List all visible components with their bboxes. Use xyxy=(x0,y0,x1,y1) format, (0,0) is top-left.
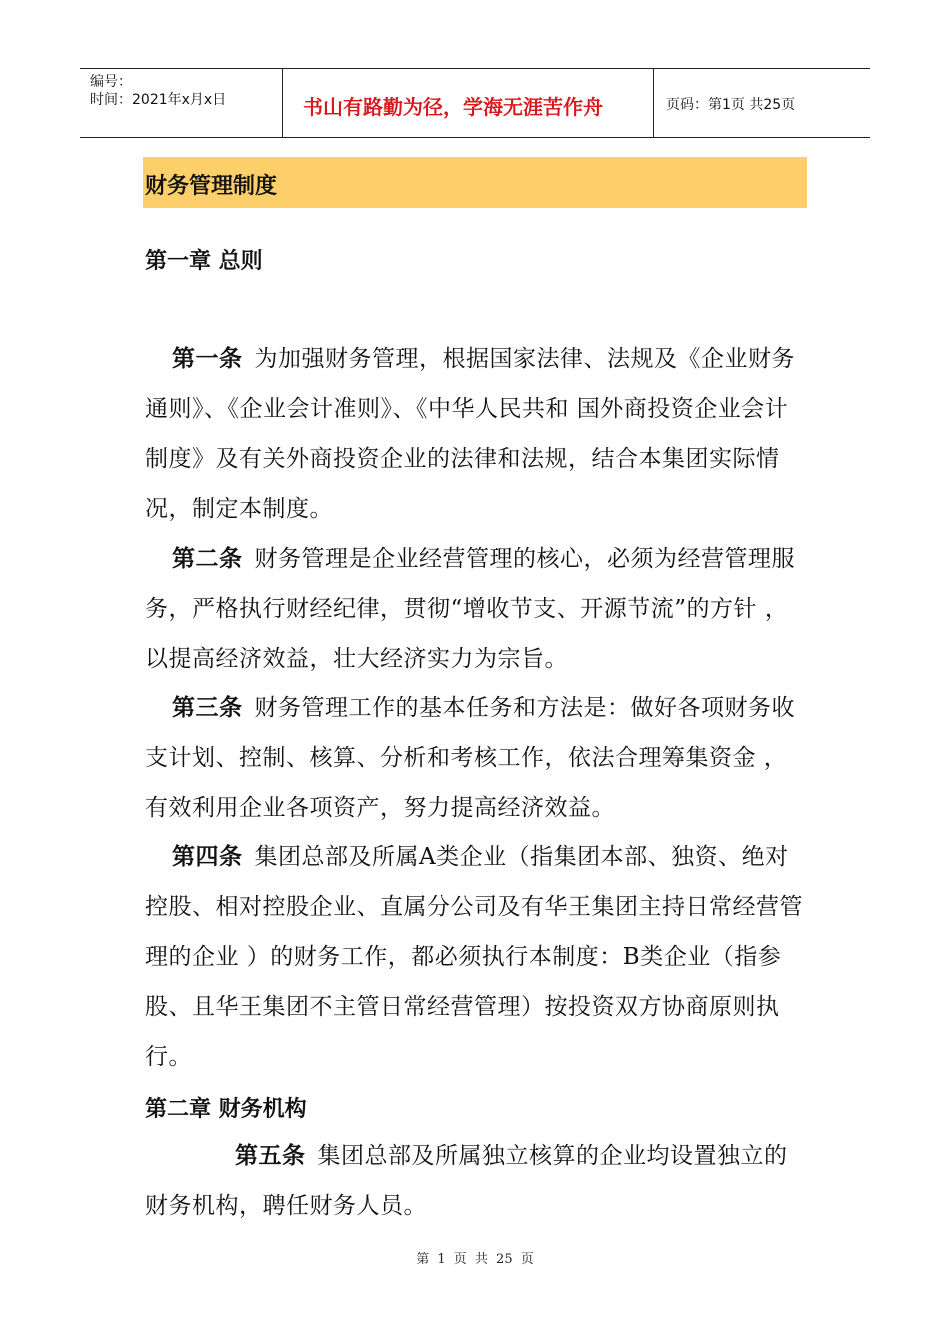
header-motto-cell xyxy=(283,69,654,137)
page-info: 页码：第1页 共25页 xyxy=(666,97,796,113)
article-text: 为加强财务管理，根据国家法律、法规及《企业财务通则》、《企业会计准则》、《中华人民共和 国外商投资企业会计制度》及有关外商投资企业的法律和法规，结合本集团实际情况，制定本制度。 xyxy=(145,346,795,522)
number-label: 编号： xyxy=(90,74,132,90)
article-text: 集团总部及所属A类企业（指集团本部、独资、绝对控股、相对控股企业、直属分公司及有华王集团主持日常经营管理的企业 ）的财务工作，都必须执行本制度：B类企业（指参股、且华王集团不主管日常经营管理）按投资双方协商原则执行。 xyxy=(145,844,803,1070)
article-lead: 第五条 xyxy=(235,1143,306,1169)
chapter-heading-2: 第二章 财务机构 xyxy=(145,1097,307,1122)
article-lead: 第一条 xyxy=(172,346,243,372)
article-1 xyxy=(145,334,810,534)
document-header xyxy=(80,68,870,138)
article-text: 集团总部及所属独立核算的企业均设置独立的财务机构，聘任财务人员。 xyxy=(145,1143,788,1219)
article-5 xyxy=(145,1131,795,1231)
date-line: 时间：2021年x月x日 xyxy=(90,92,227,108)
article-lead: 第二条 xyxy=(172,546,243,572)
article-lead: 第三条 xyxy=(172,695,243,721)
article-lead: 第四条 xyxy=(172,844,243,870)
article-4 xyxy=(145,832,810,1082)
motto: 书山有路勤为径，学海无涯苦作舟 xyxy=(303,95,603,119)
title-bar xyxy=(143,157,807,208)
header-meta-cell xyxy=(80,69,283,137)
article-2 xyxy=(145,534,810,684)
article-text: 财务管理工作的基本任务和方法是：做好各项财务收支计划、控制、核算、分析和考核工作，依法合理筹集资金 ，有效利用企业各项资产，努力提高经济效益。 xyxy=(145,695,795,821)
article-text: 财务管理是企业经营管理的核心，必须为经营管理服务，严格执行财经纪律，贯彻“增收节支、开源节流”的方针 ，以提高经济效益，壮大经济实力为宗旨。 xyxy=(145,546,795,672)
chapter-heading-1: 第一章 总则 xyxy=(145,249,263,274)
doc-title: 财务管理制度 xyxy=(145,174,278,199)
header-page-cell xyxy=(654,69,870,137)
article-3 xyxy=(145,683,810,833)
page-footer: 第 1 页 共 25 页 xyxy=(416,1252,534,1267)
